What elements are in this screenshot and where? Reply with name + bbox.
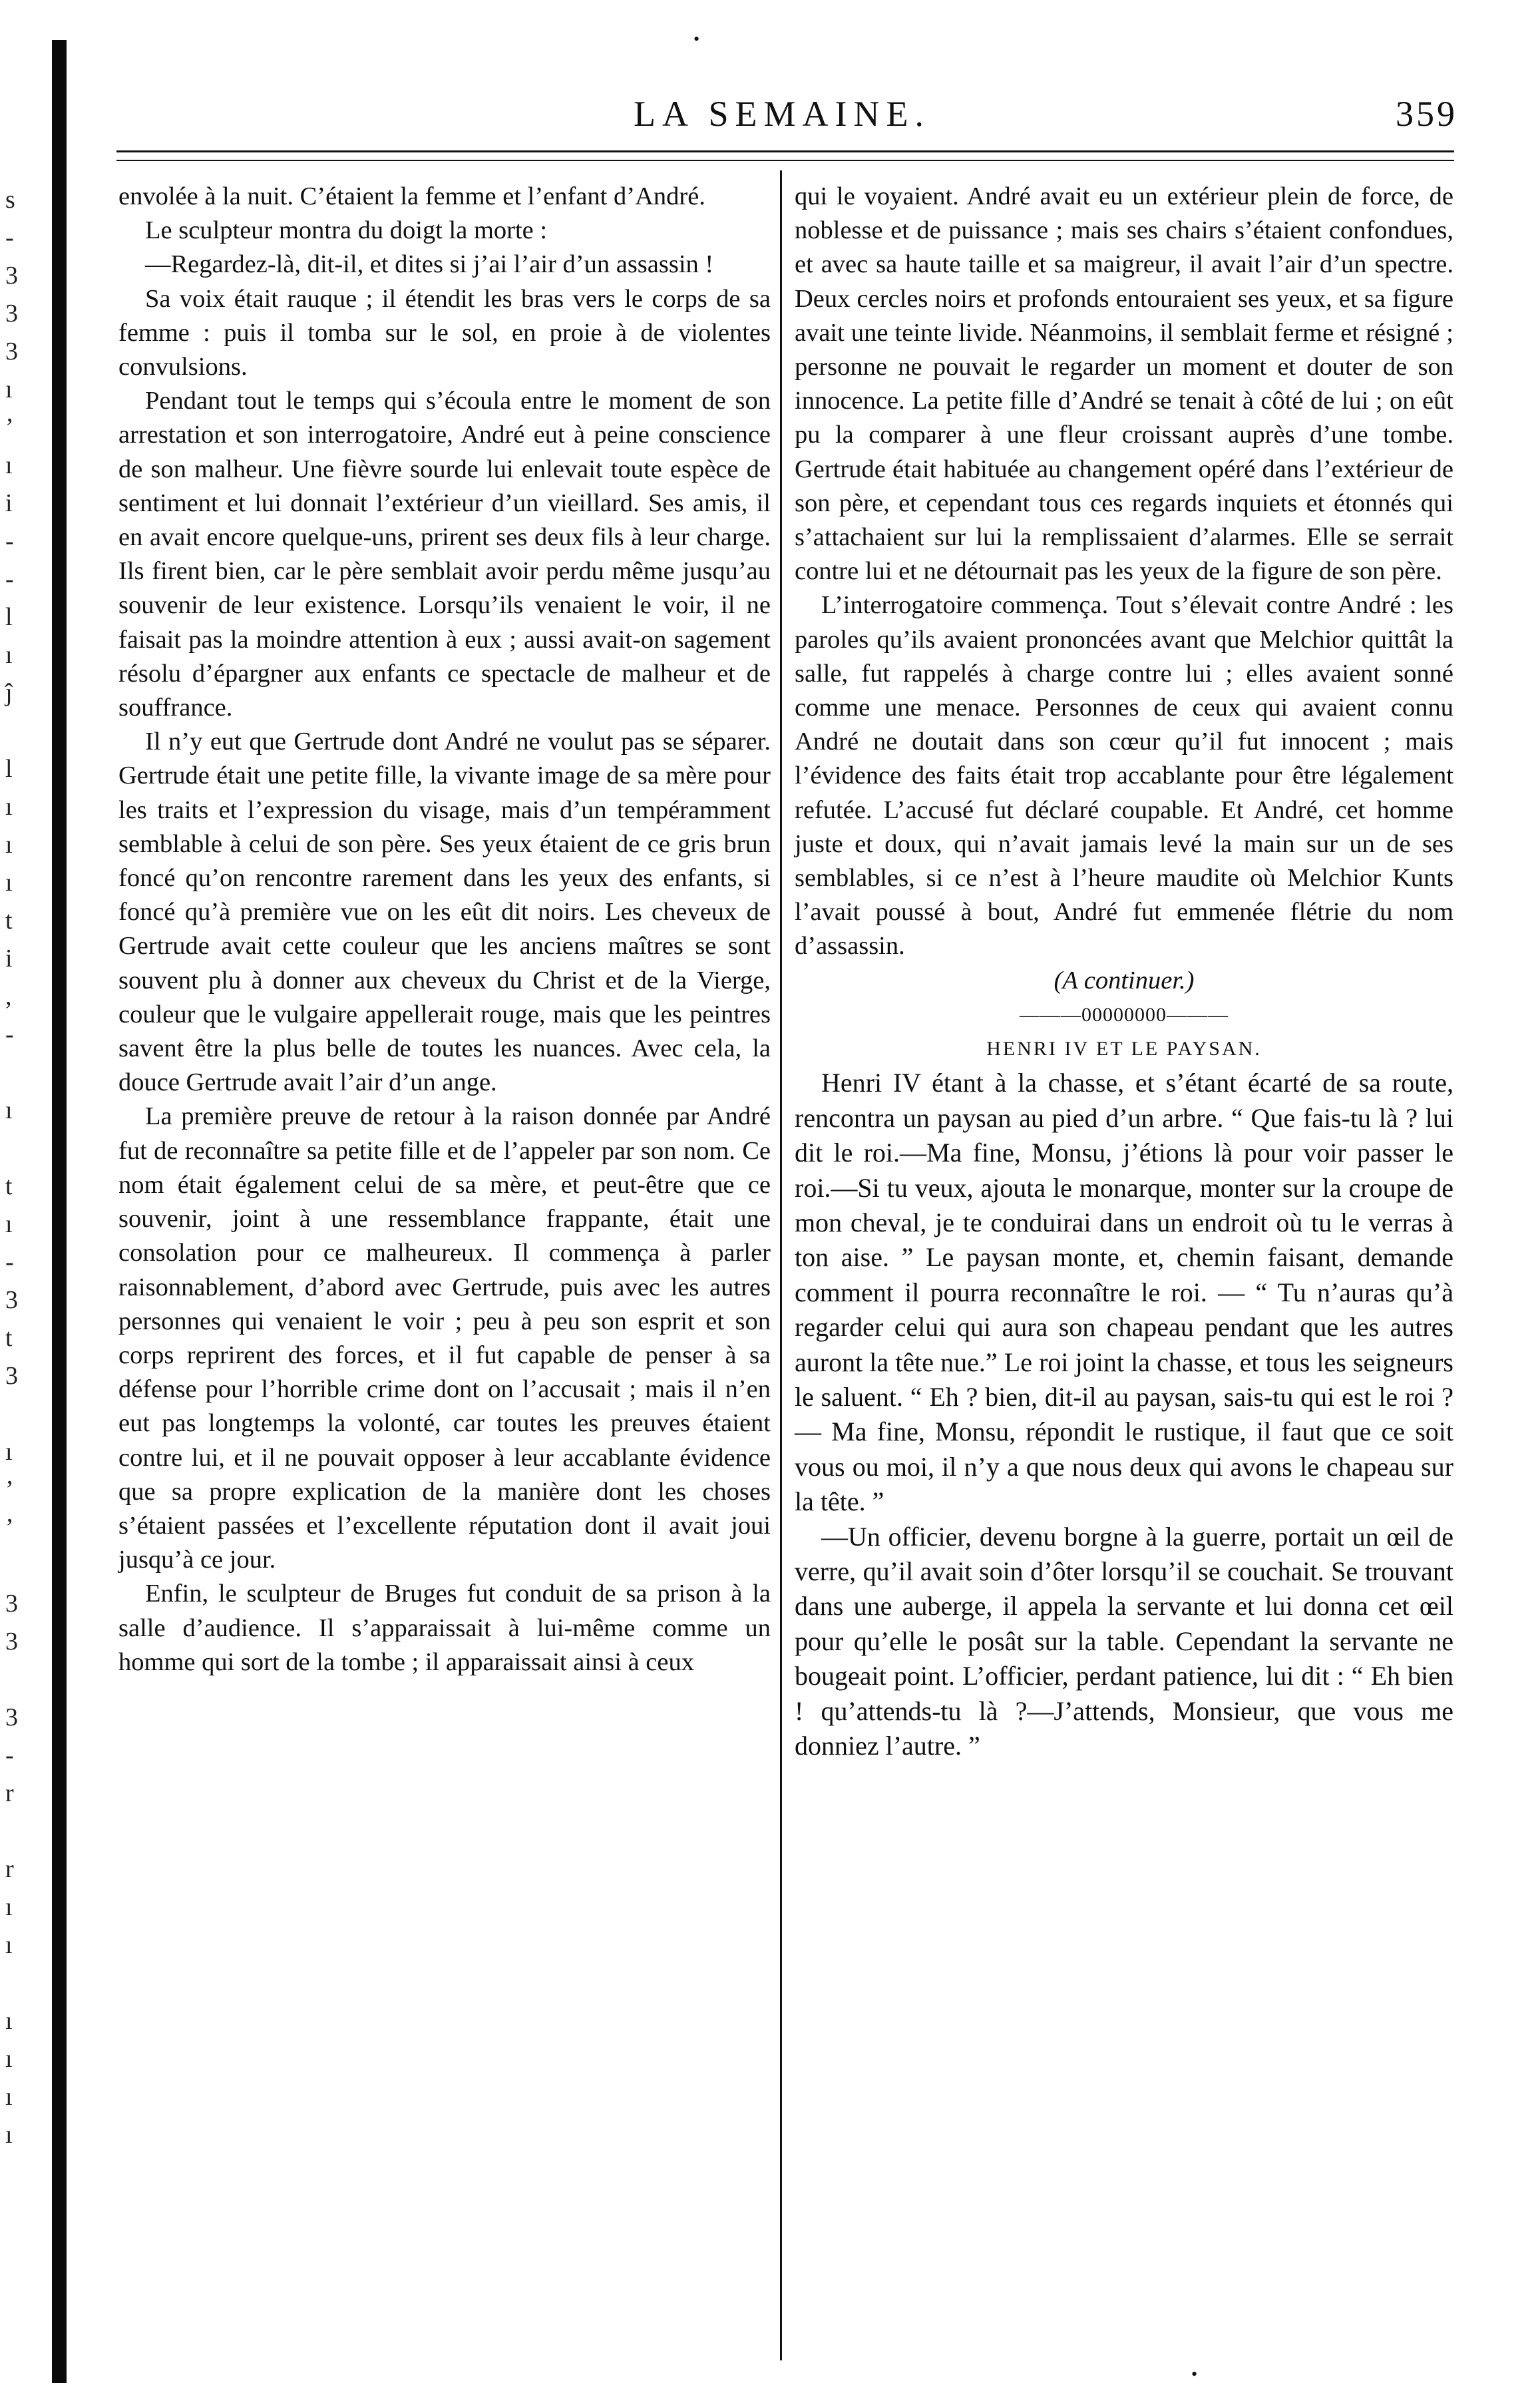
margin-mark: 3 — [5, 1286, 18, 1314]
margin-mark: t — [5, 1324, 13, 1352]
margin-mark: t — [5, 1172, 13, 1200]
margin-mark: ı — [5, 2045, 13, 2073]
margin-mark: ı — [5, 1893, 13, 1921]
paragraph: qui le voyaient. André avait eu un extérieur plein de force, de noblesse et de puissance ; mais ses chairs s’étaient confondues, et avec sa haute taille et sa maigreur, il avait l’air d’un spectre. Deux cercles noirs et profonds entouraient ses yeux, et sa figure avait une teinte livide. Néanmoins, il semblait ferme et résigné ; personne ne pouvait le regarder un moment et douter de son innocence. La petite fille d’André se tenait à côté de lui ; on eût pu la comparer à une fleur croissant auprès d’une tombe. Gertrude était habituée au changement opéré dans l’extérieur de son père, et cependant tous ces regards inquiets et étonnés qui s’attachaient sur lui la remplissaient d’alarmes. Elle se serrait contre lui et ne détournait pas les yeux de la figure de son père. — [795, 182, 1453, 586]
margin-mark: l — [5, 755, 13, 783]
margin-mark — [5, 1546, 32, 1584]
paragraph: Le sculpteur montra du doigt la morte : — [145, 216, 548, 245]
margin-mark: r — [5, 1855, 14, 1883]
margin-mark — [5, 1394, 32, 1432]
margin-mark: i — [5, 489, 13, 517]
margin-mark — [5, 1963, 32, 2001]
paragraph: —Regardez-là, dit-il, et dites si j’ai l’air d’un assassin ! — [145, 250, 714, 279]
margin-mark: 3 — [5, 1703, 18, 1731]
margin-mark: r — [5, 1779, 14, 1807]
margin-mark: ĵ — [5, 679, 13, 707]
column-divider — [780, 170, 782, 2360]
page-number: 359 — [1396, 94, 1457, 134]
margin-mark: t — [5, 907, 13, 935]
margin-mark: l — [5, 603, 13, 631]
margin-mark: ı — [5, 1096, 13, 1124]
margin-mark: ı — [5, 2121, 13, 2149]
margin-mark: ı — [5, 451, 13, 479]
to-be-continued: (A continuer.) — [1054, 966, 1195, 994]
margin-mark — [5, 1811, 32, 1849]
margin-mark: 3 — [5, 1362, 18, 1390]
margin-mark: 3 — [5, 262, 18, 290]
margin-mark: ı — [5, 2083, 13, 2111]
margin-mark: ’ — [5, 413, 14, 441]
right-column — [795, 180, 1453, 1763]
margin-mark: ı — [5, 869, 13, 897]
story-paragraph: Henri IV étant à la chasse, et s’étant écarté de sa route, rencontra un paysan au pied d’un arbre. “ Que fais-tu là ? lui dit le roi.—Ma fine, Monsu, j’étions là pour voir passer le roi.—Si tu veux, ajouta le monarque, monter sur la croupe de mon cheval, je te conduirai dans un endroit où tu le verras à ton aise. ” Le paysan monte, et, chemin faisant, demande comment il pourra reconnaître le roi. — “ Tu n’auras qu’à regarder celui qui aura son chapeau pendant que les autres auront la tête nue.” Le roi joint la chasse, et tous les seigneurs le saluent. “ Eh ? bien, dit-il au paysan, sais-tu qui est le roi ? — Ma fine, Monsu, répondit le rustique, il faut que ce soit vous ou moi, il n’y a que nous deux qui avons le chapeau sur la tête. ” — [795, 1068, 1453, 1517]
margin-mark: - — [5, 224, 14, 252]
paragraph: Pendant tout le temps qui s’écoula entre le moment de son arrestation et son interrogatoire, André eut à peine conscience de son malheur. Une fièvre sourde lui enlevait toute espèce de sentiment et lui donnait l’extérieur d’un vieillard. Ses amis, il en avait encore quelque-uns, prirent ses deux fils à leur charge. Ils firent bien, car le père semblait avoir perdu même jusqu’au souvenir de leur existence. Lorsqu’ils venaient le voir, il ne faisait pas la moindre attention à eux ; aussi avait-on sagement résolu d’épargner aux enfants ce spectacle de malheur et de souffrance. — [118, 387, 771, 722]
margin-mark: 3 — [5, 300, 18, 327]
header-rule-secondary — [116, 160, 1454, 161]
margin-mark: - — [5, 565, 14, 593]
story-title: HENRI IV ET LE PAYSAN. — [986, 1038, 1262, 1060]
paragraph: La première preuve de retour à la raison donnée par André fut de reconnaître sa petite fille et de l’appeler par son nom. Ce nom était également celui de sa mère, et peut-être que ce souvenir, joint à une ressemblance frappante, était une consolation pour ce malheureux. Il commença à parler raisonnablement, d’abord avec Gertrude, puis avec les autres personnes qui venaient le voir ; peu à peu son esprit et son corps reprirent des forces, et il fut capable de penser à sa défense pour l’horrible crime dont on l’accusait ; mais il n’en eut pas longtemps la volonté, car toutes les preuves étaient contre lui, et il ne pouvait opposer à leur accablante évidence que sa propre explication de la manière dont les choses s’étaient passées et l’excellente réputation dont il avait joui jusqu’à ce jour. — [118, 1102, 771, 1574]
margin-mark: ı — [5, 793, 13, 821]
paragraph: Il n’y eut que Gertrude dont André ne voulut pas se séparer. Gertrude était une petite fille, la vivante image de sa mère pour les traits et l’expression du visage, mais d’un tempéramment semblable à celui de son père. Ses yeux étaient de ce gris brun foncé qu’on rencontre rarement dans les yeux des enfants, si foncé qu’à première vue on les eût dit noirs. Les cheveux de Gertrude avait cette couleur que les anciens maîtres se sont souvent plu à donner aux cheveux du Christ et de la Vierge, couleur que le vulgaire appellerait rouge, mais que les peintres savent être la plus belle de toutes les nuances. Avec cela, la douce Gertrude avait l’air d’un ange. — [118, 728, 771, 1097]
margin-mark: ’ — [5, 1514, 14, 1542]
paragraph: Enfin, le sculpteur de Bruges fut conduit de sa prison à la salle d’audience. Il s’apparaissait à lui-même comme un homme qui sort de la tombe ; il apparaissait ainsi à ceux — [118, 1580, 771, 1676]
page-dot-mark: • — [1191, 2364, 1198, 2384]
margin-mark: ı — [5, 641, 13, 669]
binding-edge — [52, 40, 67, 2383]
right-column-body — [795, 180, 1453, 964]
story-paragraph: —Un officier, devenu borgne à la guerre, portait un œil de verre, qu’il avait soin d’ôter lorsqu’il se couchait. Se trouvant dans une auberge, il appela la servante et lui donna cet œil pour qu’elle le posât sur la table. Cependant la servante ne bougeait point. L’officier, perdant patience, lui dit : “ Eh bien ! qu’attends-tu là ?—J’attends, Monsieur, que vous me donniez l’autre. ” — [795, 1521, 1453, 1761]
margin-mark: - — [5, 1248, 14, 1276]
margin-mark: - — [5, 1741, 14, 1769]
story-body — [795, 1066, 1453, 1763]
margin-mark — [5, 711, 32, 749]
header-rule — [116, 150, 1454, 152]
margin-mark: - — [5, 1020, 14, 1048]
margin-mark: 3 — [5, 337, 18, 365]
paragraph: L’interrogatoire commença. Tout s’élevait contre André : les paroles qu’ils avaient prononcées avant que Melchior quittât la salle, fut rappelés à charge contre lui ; elles avaient sonné comme une menace. Personnes de ceux qui avaient connu André ne doutait dans son cœur qu’il fut innocent ; mais l’évidence des faits était trop accablante pour être légalement refutée. L’accusé fut déclaré coupable. Et André, cet homme juste et doux, qui n’avait jamais levé la main sur un de ses semblables, si ce n’est à l’heure maudite où Melchior Kunts l’avait poussé à bout, André fut emmenée flétrie du nom d’assassin. — [795, 591, 1453, 961]
margin-mark: s — [5, 186, 15, 214]
margin-mark: ı — [5, 1438, 13, 1466]
margin-mark: - — [5, 527, 14, 555]
margin-mark: ı — [5, 2007, 13, 2035]
margin-mark: 3 — [5, 1590, 18, 1618]
page-dot-mark: • — [693, 29, 700, 49]
margin-mark — [5, 1659, 32, 1697]
margin-mark: ı — [5, 1931, 13, 1959]
margin-mark: ı — [5, 375, 13, 403]
margin-mark: 3 — [5, 1628, 18, 1655]
paragraph: Sa voix était rauque ; il étendit les bras vers le corps de sa femme : puis il tomba sur le sol, en proie à de violentes convulsions. — [118, 284, 771, 381]
running-title: LA SEMAINE. — [634, 94, 930, 134]
margin-mark: ı — [5, 831, 13, 859]
margin-mark: ı — [5, 1210, 13, 1238]
left-column — [118, 180, 771, 1679]
margin-marks — [5, 180, 32, 2177]
margin-mark — [5, 1128, 32, 1166]
page-header — [106, 93, 1457, 146]
margin-mark: , — [5, 982, 12, 1010]
paragraph: envolée à la nuit. C’étaient la femme et l’enfant d’André. — [118, 182, 705, 210]
section-separator: ———00000000——— — [1020, 1003, 1229, 1026]
margin-mark: i — [5, 945, 13, 973]
margin-mark — [5, 1052, 32, 1090]
margin-mark: ’ — [5, 1476, 14, 1504]
